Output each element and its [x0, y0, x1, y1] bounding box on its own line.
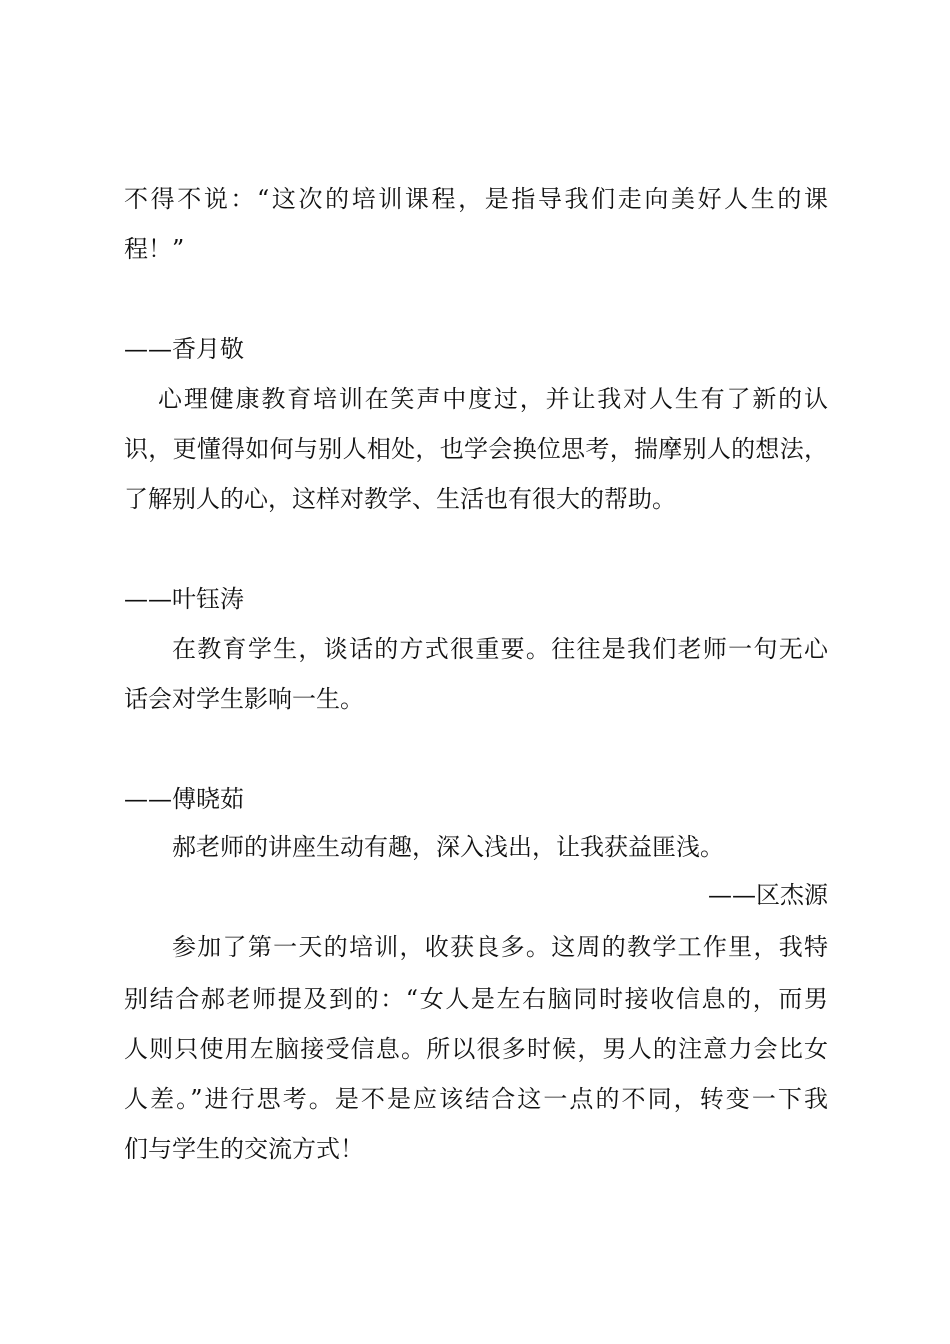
- paragraph-line: 人差。”进行思考。是不是应该结合这一点的不同，转变一下我: [124, 1085, 828, 1113]
- paragraph-line: 郝老师的讲座生动有趣，深入浅出，让我获益匪浅。: [172, 833, 724, 861]
- author-signature: ——区杰源: [708, 881, 828, 909]
- paragraph-line: 参加了第一天的培训，收获良多。这周的教学工作里，我特: [172, 933, 828, 961]
- author-attribution: ——叶钰涛: [124, 585, 244, 613]
- author-attribution: ——傅晓茹: [124, 785, 244, 813]
- paragraph-line: 话会对学生影响一生。: [124, 685, 364, 713]
- paragraph-line: 别结合郝老师提及到的：“女人是左右脑同时接收信息的，而男: [124, 985, 828, 1013]
- paragraph-line: 们与学生的交流方式！: [124, 1135, 364, 1163]
- paragraph-line: 不得不说：“这次的培训课程，是指导我们走向美好人生的课: [124, 185, 828, 213]
- paragraph-line: 识，更懂得如何与别人相处，也学会换位思考，揣摩别人的想法，: [124, 435, 828, 463]
- paragraph-line: 在教育学生，谈话的方式很重要。往往是我们老师一句无心: [172, 635, 828, 663]
- paragraph-line: 了解别人的心，这样对教学、生活也有很大的帮助。: [124, 485, 676, 513]
- paragraph-line: 程！”: [124, 235, 185, 263]
- paragraph-line: 人则只使用左脑接受信息。所以很多时候，男人的注意力会比女: [124, 1035, 828, 1063]
- paragraph-line: 心理健康教育培训在笑声中度过，并让我对人生有了新的认: [158, 385, 828, 413]
- author-attribution: ——香月敬: [124, 335, 244, 363]
